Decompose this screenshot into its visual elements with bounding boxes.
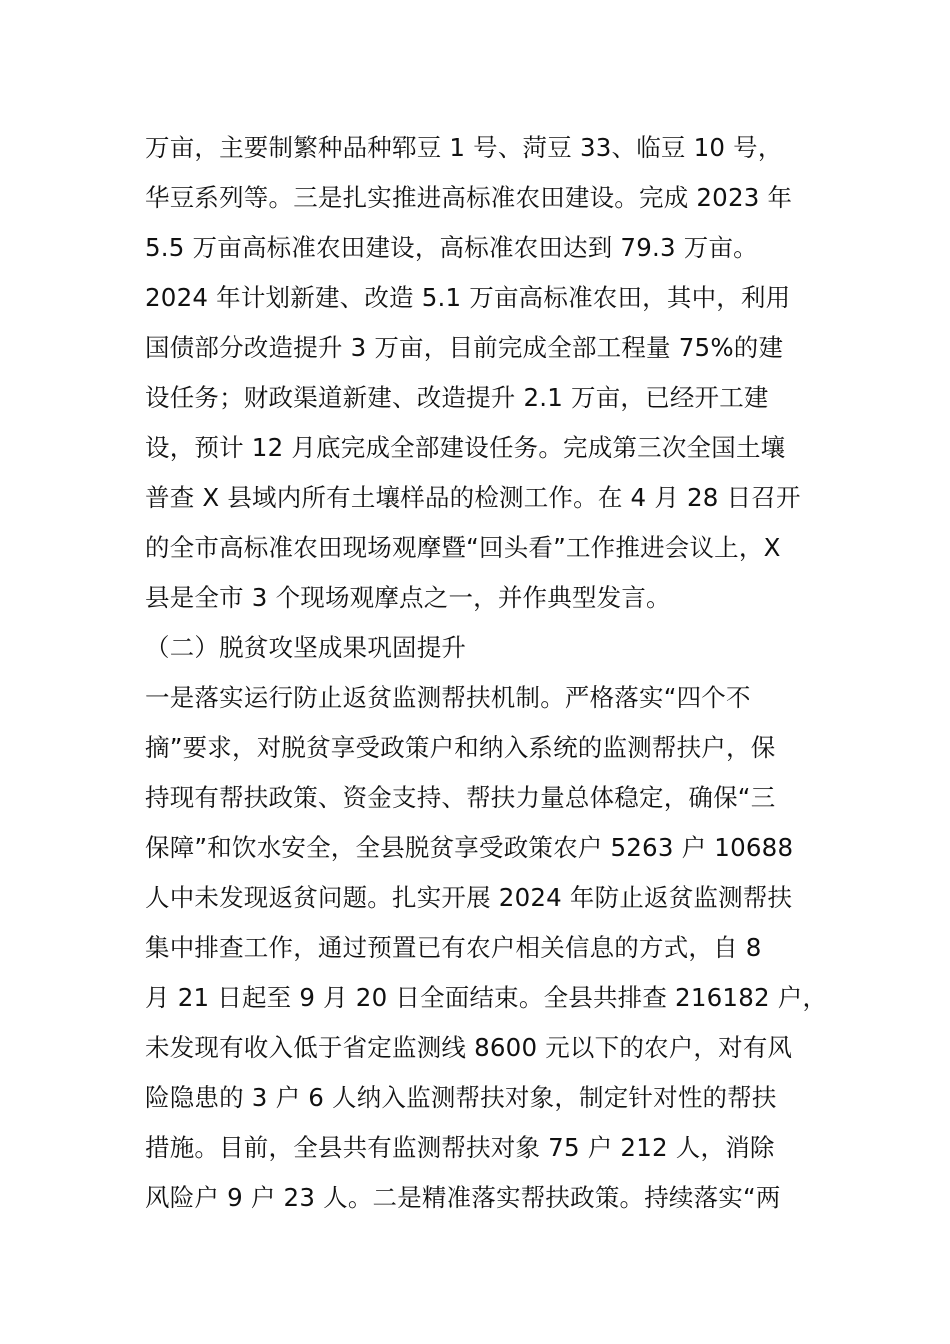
section-heading: （二）脱贫攻坚成果巩固提升 — [145, 633, 467, 662]
text-line: 2024 年计划新建、改造 5.1 万亩高标准农田，其中，利用 — [145, 283, 791, 312]
text-line: 华豆系列等。三是扎实推进高标准农田建设。完成 2023 年 — [145, 183, 793, 212]
text-line: 措施。目前，全县共有监测帮扶对象 75 户 212 人，消除 — [145, 1133, 775, 1162]
text-line: 月 21 日起至 9 月 20 日全面结束。全县共排查 216182 户， — [145, 983, 828, 1012]
text-line: 持现有帮扶政策、资金支持、帮扶力量总体稳定，确保“三 — [145, 783, 776, 812]
text-line: 国债部分改造提升 3 万亩，目前完成全部工程量 75%的建 — [145, 333, 784, 362]
text-line: 一是落实运行防止返贫监测帮扶机制。严格落实“四个不 — [145, 683, 751, 712]
text-line: 万亩，主要制繁种品种郓豆 1 号、菏豆 33、临豆 10 号， — [145, 133, 783, 162]
text-line: 普查 X 县域内所有土壤样品的检测工作。在 4 月 28 日召开 — [145, 483, 801, 512]
text-line: 县是全市 3 个现场观摩点之一，并作典型发言。 — [145, 583, 671, 612]
text-line: 的全市高标准农田现场观摩暨“回头看”工作推进会议上，X — [145, 533, 781, 562]
text-line: 未发现有收入低于省定监测线 8600 元以下的农户，对有风 — [145, 1033, 793, 1062]
text-line: 风险户 9 户 23 人。二是精准落实帮扶政策。持续落实“两 — [145, 1183, 781, 1212]
text-line: 设，预计 12 月底完成全部建设任务。完成第三次全国土壤 — [145, 433, 786, 462]
text-line: 设任务；财政渠道新建、改造提升 2.1 万亩，已经开工建 — [145, 383, 769, 412]
text-line: 险隐患的 3 户 6 人纳入监测帮扶对象，制定针对性的帮扶 — [145, 1083, 777, 1112]
text-line: 人中未发现返贫问题。扎实开展 2024 年防止返贫监测帮扶 — [145, 883, 793, 912]
text-line: 集中排查工作，通过预置已有农户相关信息的方式，自 8 — [145, 933, 762, 962]
text-line: 5.5 万亩高标准农田建设，高标准农田达到 79.3 万亩。 — [145, 233, 758, 262]
text-line: 保障”和饮水安全，全县脱贫享受政策农户 5263 户 10688 — [145, 833, 794, 862]
text-line: 摘”要求，对脱贫享受政策户和纳入系统的监测帮扶户，保 — [145, 733, 776, 762]
